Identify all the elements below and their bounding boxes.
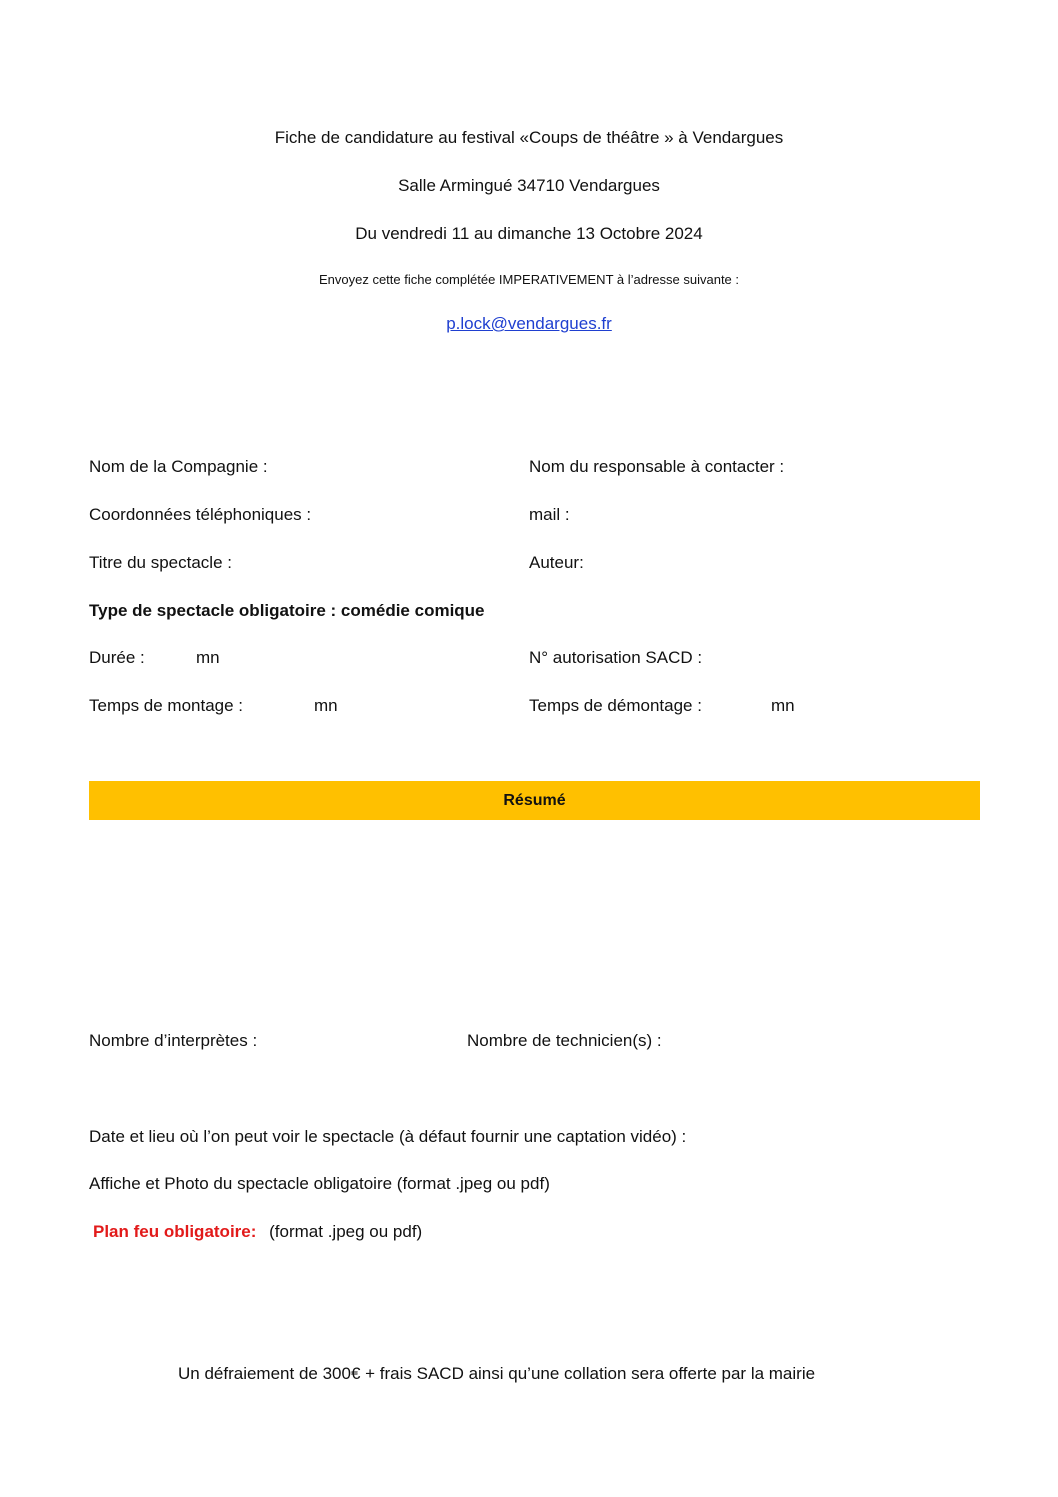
setup-time-label: Temps de montage : — [89, 696, 244, 715]
technicians-label: Nombre de technicien(s) : — [467, 1031, 662, 1050]
performers-label: Nombre d’interprètes : — [89, 1031, 258, 1050]
light-plan-label: Plan feu obligatoire: — [93, 1222, 257, 1241]
form-title: Fiche de candidature au festival «Coups de théâtre » à Vendargues — [274, 128, 784, 147]
compensation-note: Un défraiement de 300€ + frais SACD ainsi qu’une collation sera offerte par la mairie — [178, 1364, 816, 1383]
venue-line: Salle Armingué 34710 Vendargues — [398, 176, 660, 195]
viewing-info-label: Date et lieu où l’on peut voir le spectacle (à défaut fournir une captation vidéo) : — [89, 1127, 687, 1146]
light-plan-line — [93, 1222, 422, 1242]
duration-label: Durée : — [89, 648, 145, 667]
teardown-time-unit: mn — [771, 696, 795, 715]
instruction-line: Envoyez cette fiche complétée IMPERATIVEMENT à l’adresse suivante : — [318, 272, 740, 287]
email-link[interactable]: p.lock@vendargues.fr — [446, 314, 612, 333]
author-label: Auteur: — [529, 553, 584, 572]
show-title-label: Titre du spectacle : — [89, 553, 232, 572]
teardown-time-label: Temps de démontage : — [529, 696, 702, 715]
summary-heading: Résumé — [503, 792, 566, 809]
phone-label: Coordonnées téléphoniques : — [89, 505, 312, 524]
show-type-label: Type de spectacle obligatoire : comédie comique — [89, 601, 485, 620]
dates-line: Du vendredi 11 au dimanche 13 Octobre 2024 — [355, 224, 703, 243]
contact-label: Nom du responsable à contacter : — [529, 457, 785, 476]
duration-unit: mn — [196, 648, 220, 667]
setup-time-unit: mn — [314, 696, 338, 715]
poster-photo-label: Affiche et Photo du spectacle obligatoire (format .jpeg ou pdf) — [89, 1174, 550, 1193]
summary-heading-band — [89, 781, 980, 820]
sacd-label: N° autorisation SACD : — [529, 648, 703, 667]
company-label: Nom de la Compagnie : — [89, 457, 268, 476]
light-plan-format: (format .jpeg ou pdf) — [269, 1222, 423, 1241]
mail-label: mail : — [529, 505, 570, 524]
